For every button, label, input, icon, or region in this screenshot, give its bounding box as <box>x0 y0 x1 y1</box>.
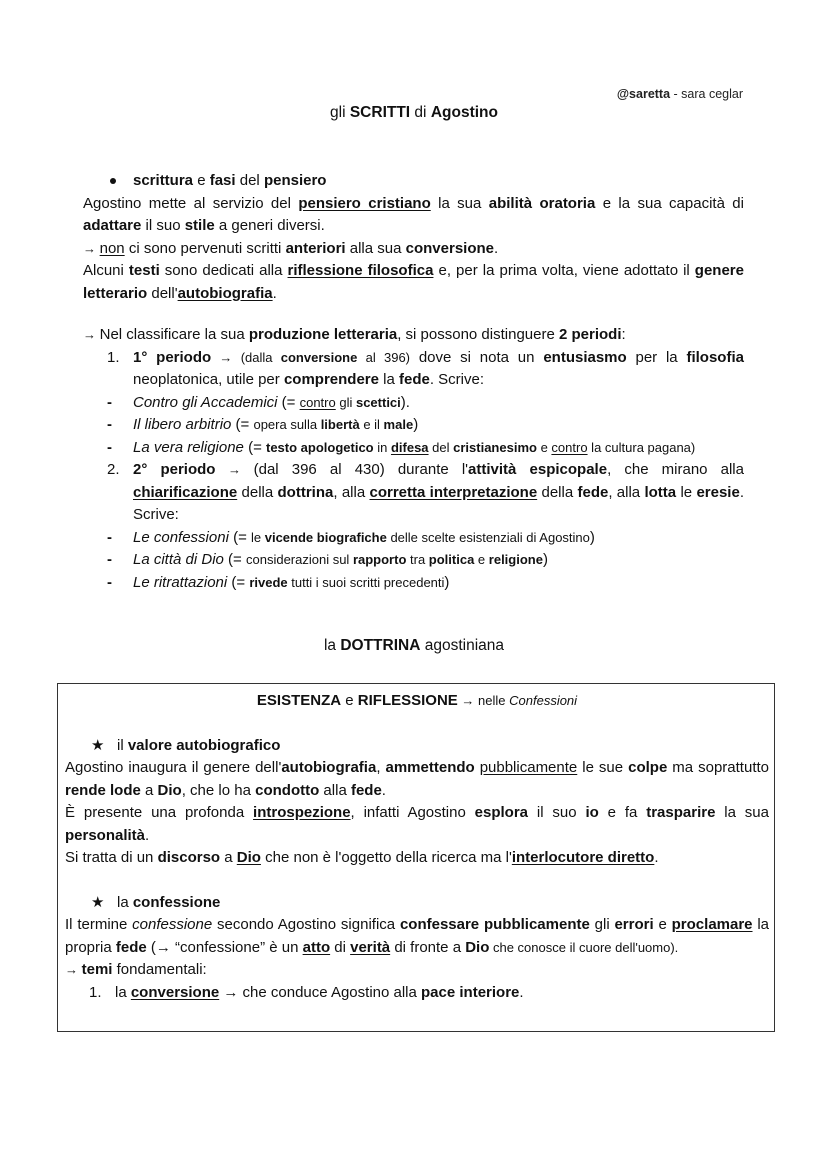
work-item: - Il libero arbitrio (= opera sulla libertà e il male) <box>83 414 744 437</box>
section-periodi <box>83 324 744 594</box>
dash-bullet: - <box>107 528 112 546</box>
paragraph: → non ci sono pervenuti scritti anteriori alla sua conversione. <box>83 239 499 257</box>
work-item: - Contro gli Accademici (= contro gli scettici). <box>83 392 744 415</box>
periods-intro: → Nel classificare la sua produzione letteraria, si possono distinguere 2 periodi: <box>83 326 626 343</box>
author-credit: @saretta - sara ceglar <box>616 87 743 101</box>
paragraph: È presente una profonda introspezione, infatti Agostino esplora il suo io e fa trasparire la sua personalità. <box>65 804 769 844</box>
dash-bullet: - <box>107 416 112 433</box>
subheading-confessione: ★ la confessione <box>65 892 769 915</box>
section-scrittura <box>83 170 744 305</box>
box-esistenza-riflessione <box>57 683 775 1032</box>
paragraph: → temi fondamentali: <box>65 961 207 978</box>
paragraph: Si tratta di un discorso a Dio che non è l'oggetto della ricerca ma l'interlocutore diretto. <box>65 849 659 866</box>
star-icon: ★ <box>91 893 105 911</box>
list-number: 1. <box>89 983 102 1001</box>
author-handle: @saretta <box>616 87 671 101</box>
paragraph: Agostino mette al servizio del pensiero cristiano la sua abilità oratoria e la sua capacità di adattare il suo stile a generi diversi. <box>83 194 744 234</box>
period-1: 1. 1° periodo → (dalla conversione al 396) dove si nota un entusiasmo per la filosofia neoplatonica, utile per comprendere la fede. Scrive: <box>107 348 744 388</box>
title-scritti: gli SCRITTI di Agostino <box>330 104 498 121</box>
paragraph: Il termine confessione secondo Agostino significa confessare pubblicamente gli errori e proclamare la propria fede (→ “confessione” è un atto di verità di fronte a Dio che conosce il cuore dell'uomo). <box>65 916 770 956</box>
work-item: - Le confessioni (= le vicende biografiche delle scelte esistenziali di Agostino) <box>83 527 744 550</box>
paragraph: Agostino inaugura il genere dell'autobiografia, ammettendo pubblicamente le sue colpe ma soprattutto rende lode a Dio, che lo ha condotto alla fede. <box>65 759 769 799</box>
period-2: 2. 2° periodo → (dal 396 al 430) durante l'attività espicopale, che mirano alla chiarificazione della dottrina, alla corretta interpretazione della fede, alla lotta le eresie. Scrive: <box>107 461 744 523</box>
title-dottrina: la DOTTRINA agostiniana <box>323 637 505 654</box>
works-list-2 <box>83 527 744 595</box>
dash-bullet: - <box>107 551 112 568</box>
subheading-valore-autobiografico: ★ il valore autobiografico <box>65 735 769 758</box>
dash-bullet: - <box>107 438 112 456</box>
paragraph: Alcuni testi sono dedicati alla riflessione filosofica e, per la prima volta, viene adottato il genere letterario dell'autobiografia. <box>83 262 744 302</box>
work-item: - La città di Dio (= considerazioni sul rapporto tra politica e religione) <box>83 549 744 572</box>
list-number: 2. <box>107 461 120 478</box>
section-heading-scrittura: scrittura e fasi del pensiero <box>83 170 744 193</box>
author-name: sara ceglar <box>681 87 743 101</box>
box-title: ESISTENZA e RIFLESSIONE → nelle Confessioni <box>256 692 578 709</box>
dash-bullet: - <box>107 393 112 411</box>
work-item: - Le ritrattazioni (= rivede tutti i suoi scritti precedenti) <box>83 572 744 595</box>
tema-1: 1. la conversione → che conduce Agostino alla pace interiore. <box>65 982 769 1005</box>
dash-bullet: - <box>107 573 112 591</box>
star-icon: ★ <box>91 736 105 754</box>
list-number: 1. <box>107 348 120 366</box>
work-item: - La vera religione (= testo apologetico in difesa del cristianesimo e contro la cultura pagana) <box>83 437 744 460</box>
works-list-1 <box>83 392 744 460</box>
